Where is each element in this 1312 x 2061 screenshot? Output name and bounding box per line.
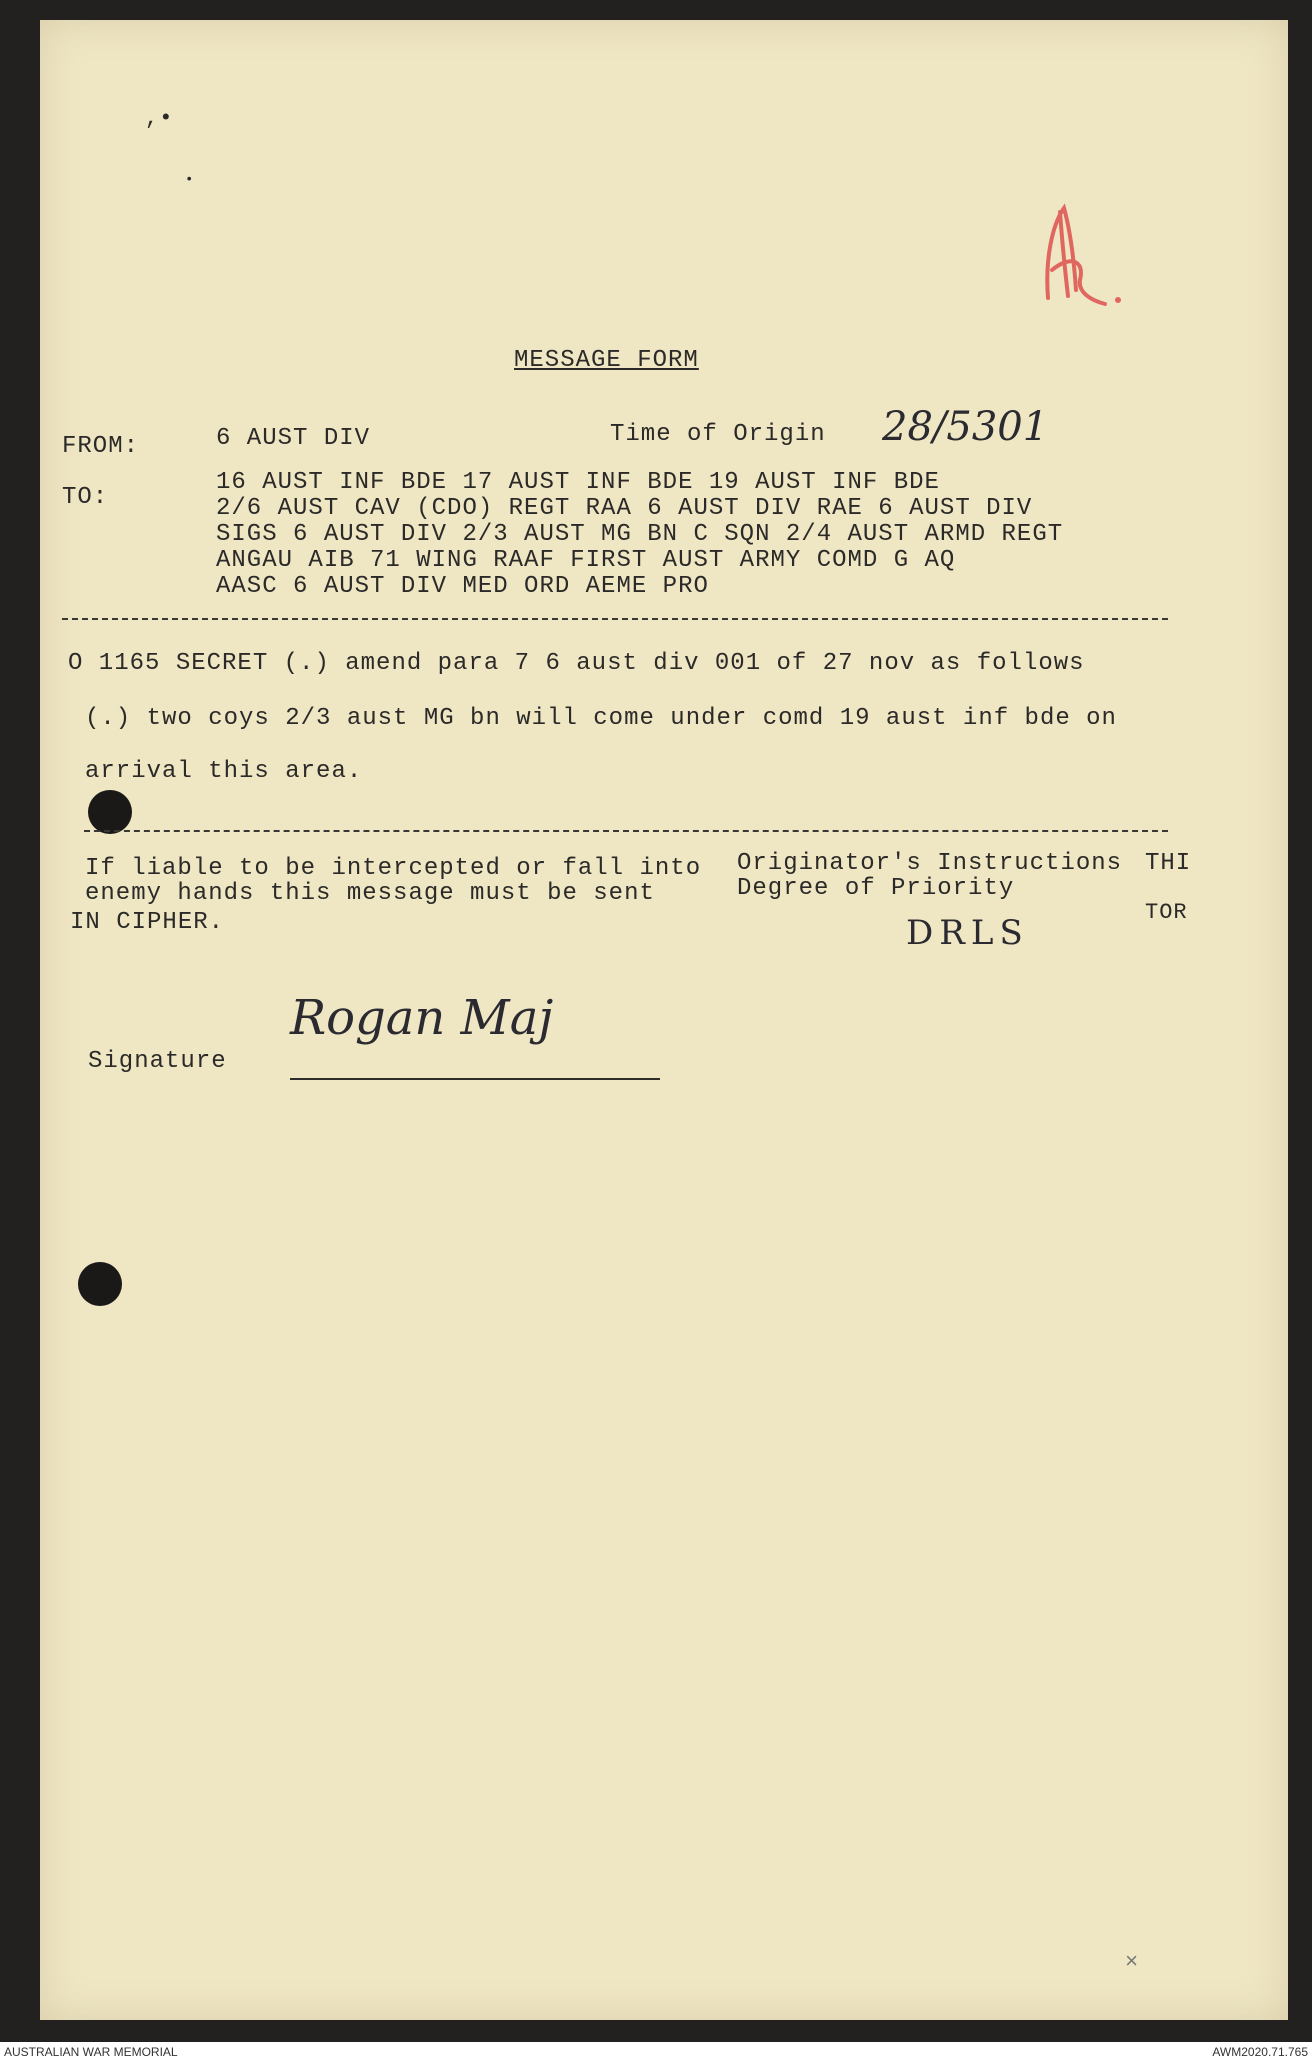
- divider-rule: [84, 830, 1168, 832]
- time-of-origin-label: Time of Origin: [610, 421, 826, 448]
- message-form-page: [40, 20, 1288, 2020]
- signature-line: [290, 1078, 660, 1080]
- from-label: FROM:: [62, 433, 140, 460]
- archive-caption-bar: [0, 2042, 1312, 2061]
- degree-of-priority-label: Degree of Priority: [737, 875, 1015, 902]
- to-label: TO:: [62, 484, 109, 511]
- archive-caption-right: AWM2020.71.765: [1212, 2045, 1308, 2059]
- tor-label: TOR: [1145, 900, 1188, 925]
- thi-label: THI: [1145, 850, 1192, 877]
- punch-hole: [78, 1262, 122, 1306]
- message-line: O 1165 SECRET (.) amend para 7 6 aust div 001 of 27 nov as follows: [68, 650, 1085, 677]
- from-value: 6 AUST DIV: [216, 425, 371, 452]
- archive-caption-left: AUSTRALIAN WAR MEMORIAL: [4, 2045, 178, 2059]
- signature-label: Signature: [88, 1048, 227, 1075]
- intercept-warning: IN CIPHER.: [70, 909, 225, 936]
- to-line: 2/6 AUST CAV (CDO) REGT RAA 6 AUST DIV RAE 6 AUST DIV: [216, 495, 1033, 522]
- message-line: arrival this area.: [85, 758, 363, 785]
- corner-mark: ×: [1125, 1950, 1140, 1975]
- stray-mark: ,•: [145, 106, 174, 131]
- stray-mark: •: [185, 172, 195, 188]
- to-line: ANGAU AIB 71 WING RAAF FIRST AUST ARMY COMD G AQ: [216, 547, 956, 574]
- to-line: AASC 6 AUST DIV MED ORD AEME PRO: [216, 573, 709, 600]
- punch-hole: [88, 790, 132, 834]
- intercept-warning: If liable to be intercepted or fall into: [85, 855, 702, 882]
- to-line: SIGS 6 AUST DIV 2/3 AUST MG BN C SQN 2/4 AUST ARMD REGT: [216, 521, 1064, 548]
- to-line: 16 AUST INF BDE 17 AUST INF BDE 19 AUST INF BDE: [216, 469, 940, 496]
- signature-value: Rogan Maj: [290, 990, 554, 1046]
- divider-rule: [62, 618, 1168, 620]
- priority-value: DRLS: [906, 913, 1029, 953]
- intercept-warning: enemy hands this message must be sent: [85, 880, 655, 907]
- red-pencil-mark: [1030, 200, 1130, 320]
- originator-instructions-label: Originator's Instructions: [737, 850, 1123, 877]
- time-of-origin-value: 28/5301: [882, 404, 1049, 450]
- form-title: MESSAGE FORM: [514, 347, 699, 374]
- message-line: (.) two coys 2/3 aust MG bn will come under comd 19 aust inf bde on: [85, 705, 1117, 732]
